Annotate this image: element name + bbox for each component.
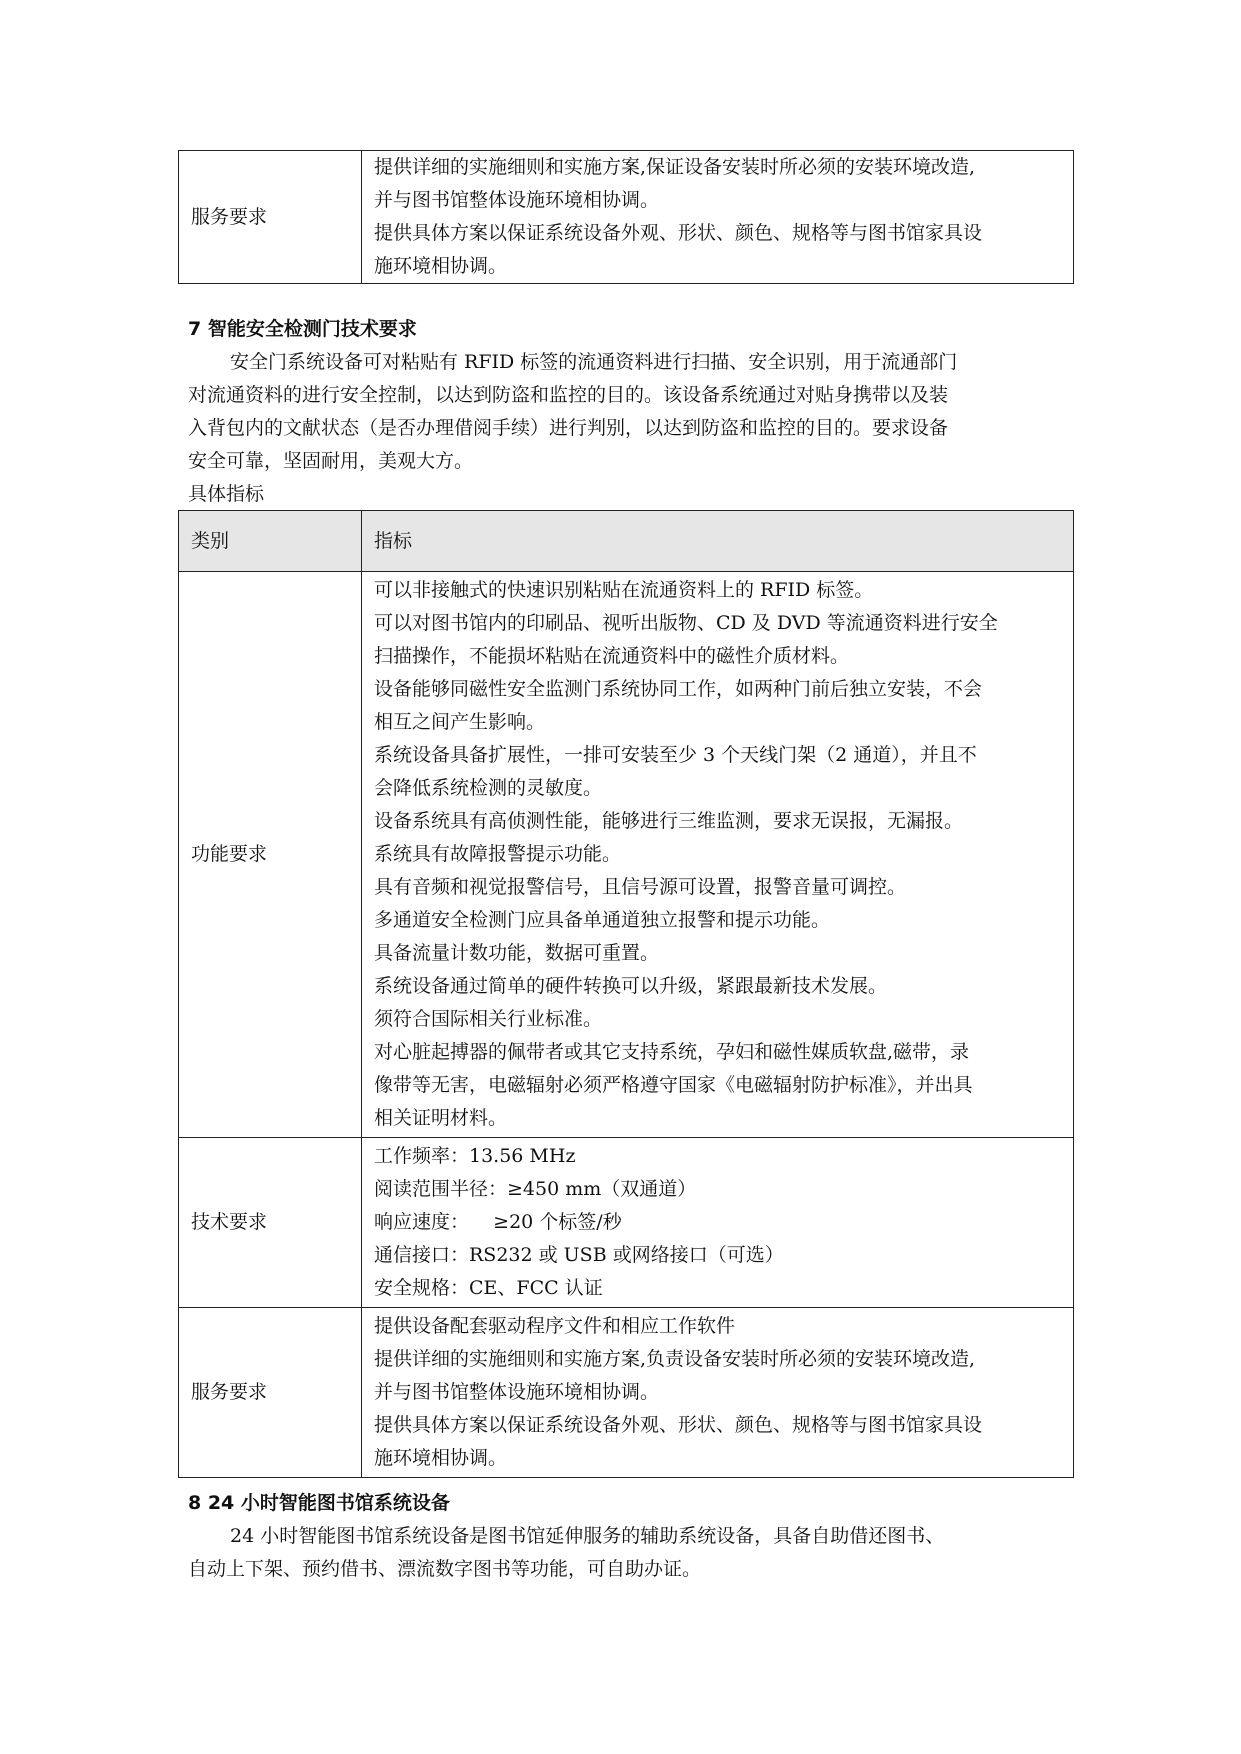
value-line: 安全规格：CE、FCC 认证 [374,1277,603,1299]
value-line: 系统具有故障报警提示功能。 [374,843,622,865]
section-8-heading: 8 24 小时智能图书馆系统设备 [188,1492,450,1514]
value-line: 提供详细的实施细则和实施方案,保证设备安装时所必须的安装环境改造, [374,156,976,178]
value-line: 具备流量计数功能，数据可重置。 [374,942,660,964]
category-cell: 功能要求 [179,572,362,1138]
value-line: 提供设备配套驱动程序文件和相应工作软件 [374,1315,736,1337]
paragraph-line: 自动上下架、预约借书、漂流数字图书等功能，可自助办证。 [188,1558,702,1580]
category-cell: 技术要求 [179,1138,362,1308]
value-cell [362,1138,1074,1308]
header-category: 类别 [179,511,362,572]
table-row [179,572,1074,1138]
value-line: 多通道安全检测门应具备单通道独立报警和提示功能。 [374,909,831,931]
table-row [179,1138,1074,1308]
value-cell [362,1308,1074,1478]
value-line: 施环境相协调。 [374,255,508,277]
value-line: 相互之间产生影响。 [374,711,546,733]
value-line: 相关证明材料。 [374,1107,508,1129]
value-line: 提供具体方案以保证系统设备外观、形状、颜色、规格等与图书馆家具设 [374,222,983,244]
subheading: 具体指标 [188,483,265,505]
value-line: 会降低系统检测的灵敏度。 [374,777,603,799]
section-7-heading: 7 智能安全检测门技术要求 [188,318,417,340]
value-line: 对心脏起搏器的佩带者或其它支持系统，孕妇和磁性媒质软盘,磁带，录 [374,1041,970,1063]
value-line: 响应速度： ≥20 个标签/秒 [374,1211,622,1233]
value-line: 并与图书馆整体设施环境相协调。 [374,1381,660,1403]
value-cell [362,572,1074,1138]
value-line: 并与图书馆整体设施环境相协调。 [374,189,660,211]
category-cell: 服务要求 [179,1308,362,1478]
paragraph-line: 安全门系统设备可对粘贴有 RFID 标签的流通资料进行扫描、安全识别，用于流通部门 [230,351,958,373]
value-line: 系统设备通过简单的硬件转换可以升级，紧跟最新技术发展。 [374,975,888,997]
section-7-paragraph [188,346,1068,511]
paragraph-line: 入背包内的文献状态（是否办理借阅手续）进行判别，以达到防盗和监控的目的。要求设备 [188,417,949,439]
value-line: 系统设备具备扩展性，一排可安装至少 3 个天线门架（2 通道），并且不 [374,744,977,766]
table-header-row [179,511,1074,572]
header-value: 指标 [362,511,1074,572]
value-line: 提供详细的实施细则和实施方案,负责设备安装时所必须的安装环境改造, [374,1348,976,1370]
paragraph-line: 对流通资料的进行安全控制，以达到防盗和监控的目的。该设备系统通过对贴身携带以及装 [188,384,949,406]
value-line: 设备能够同磁性安全监测门系统协同工作，如两种门前后独立安装，不会 [374,678,983,700]
value-line: 扫描操作，不能损坏粘贴在流通资料中的磁性介质材料。 [374,645,850,667]
value-line: 阅读范围半径：≥450 mm（双通道） [374,1178,697,1200]
value-line: 像带等无害，电磁辐射必须严格遵守国家《电磁辐射防护标准》，并出具 [374,1074,973,1096]
service-requirements-table-1 [178,150,1074,284]
value-line: 可以非接触式的快速识别粘贴在流通资料上的 RFID 标签。 [374,579,874,601]
table-row [179,151,1074,284]
paragraph-line: 安全可靠，坚固耐用，美观大方。 [188,450,474,472]
value-cell [362,151,1074,284]
value-line: 具有音频和视觉报警信号，且信号源可设置，报警音量可调控。 [374,876,907,898]
value-line: 设备系统具有高侦测性能，能够进行三维监测，要求无误报，无漏报。 [374,810,964,832]
value-line: 工作频率：13.56 MHz [374,1145,576,1167]
value-line: 提供具体方案以保证系统设备外观、形状、颜色、规格等与图书馆家具设 [374,1414,983,1436]
category-cell: 服务要求 [179,151,362,284]
paragraph-line: 24 小时智能图书馆系统设备是图书馆延伸服务的辅助系统设备，具备自助借还图书、 [230,1525,945,1547]
value-line: 通信接口：RS232 或 USB 或网络接口（可选） [374,1244,784,1266]
section-8-paragraph [188,1520,1068,1586]
security-gate-spec-table [178,510,1074,1478]
table-row [179,1308,1074,1478]
value-line: 可以对图书馆内的印刷品、视听出版物、CD 及 DVD 等流通资料进行安全 [374,612,998,634]
value-line: 须符合国际相关行业标准。 [374,1008,603,1030]
value-line: 施环境相协调。 [374,1447,508,1469]
